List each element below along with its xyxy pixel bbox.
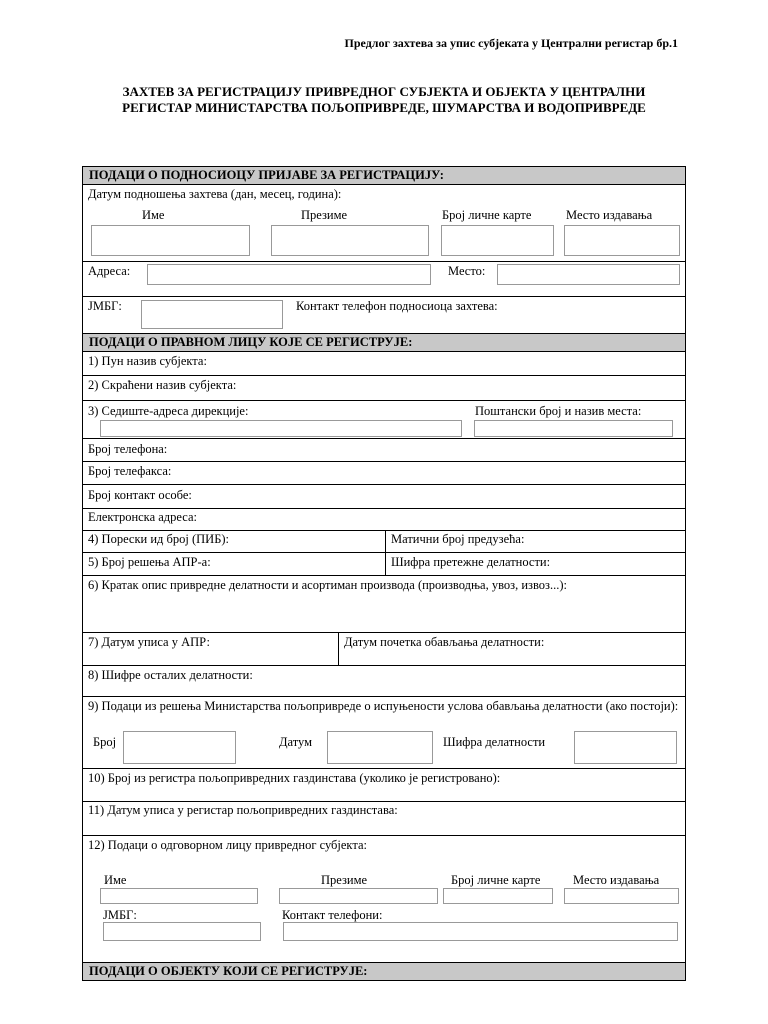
- other-codes-row[interactable]: [82, 665, 686, 697]
- name-label: Име: [142, 208, 165, 222]
- id-card-label: Број личне карте: [442, 208, 532, 222]
- postal-field[interactable]: [474, 420, 673, 437]
- place-field[interactable]: [497, 264, 680, 285]
- applicant-date-name-row: [82, 184, 686, 262]
- full-name-label: 1) Пун назив субјекта:: [88, 354, 207, 368]
- activity-code-label: Шифра претежне делатности:: [391, 555, 551, 569]
- responsible-name-field[interactable]: [100, 888, 258, 904]
- issue-place-label: Место издавања: [566, 208, 653, 222]
- description-row[interactable]: [82, 575, 686, 633]
- apr-date-row: [82, 632, 686, 666]
- ministry-date-field[interactable]: [327, 731, 433, 764]
- responsible-id-label: Број личне карте: [451, 873, 541, 887]
- document-reference: Предлог захтева за упис субјеката у Централни регистар бр.1: [344, 36, 678, 50]
- id-card-field[interactable]: [441, 225, 554, 256]
- pib-label: 4) Порески ид број (ПИБ):: [88, 532, 230, 546]
- section-object-title: ПОДАЦИ О ОБЈЕКТУ КОЈИ СЕ РЕГИСТРУЈЕ:: [89, 964, 368, 978]
- ministry-code-field[interactable]: [574, 731, 677, 764]
- apr-date-divider: [338, 633, 339, 665]
- farm-date-label: 11) Датум уписа у регистар пољопривредних газдинстава:: [88, 803, 398, 817]
- seat-field[interactable]: [100, 420, 462, 437]
- email-row[interactable]: [82, 508, 686, 531]
- ministry-number-field[interactable]: [123, 731, 236, 764]
- apr-row: [82, 552, 686, 576]
- title-line-2: РЕГИСТАР МИНИСТАРСТВА ПОЉОПРИВРЕДЕ, ШУМАРСТВА И ВОДОПРИВРЕДЕ: [122, 100, 646, 115]
- responsible-name-label: Име: [104, 873, 127, 887]
- responsible-phones-field[interactable]: [283, 922, 678, 941]
- address-label: Адреса:: [88, 264, 131, 278]
- applicant-address-row: [82, 261, 686, 297]
- pib-row: [82, 530, 686, 553]
- section-legal-entity-title: ПОДАЦИ О ПРАВНОМ ЛИЦУ КОЈЕ СЕ РЕГИСТРУЈЕ:: [89, 335, 413, 349]
- surname-label: Презиме: [301, 208, 348, 222]
- contact-label: Број контакт особе:: [88, 488, 192, 502]
- fax-label: Број телефакса:: [88, 464, 172, 478]
- responsible-jmbg-label: ЈМБГ:: [103, 908, 137, 922]
- short-name-row[interactable]: [82, 375, 686, 401]
- responsible-label: 12) Подаци о одговорном лицу привредног субјекта:: [88, 838, 367, 852]
- section-applicant: [82, 166, 686, 185]
- surname-field[interactable]: [271, 225, 429, 256]
- apr-date-label: 7) Датум уписа у АПР:: [88, 635, 211, 649]
- registration-form: [82, 166, 686, 981]
- responsible-id-field[interactable]: [443, 888, 553, 904]
- issue-place-field[interactable]: [564, 225, 680, 256]
- full-name-row[interactable]: [82, 351, 686, 376]
- ministry-date-label: Датум: [279, 735, 313, 749]
- applicant-phone-label: Контакт телефон подносиоца захтева:: [296, 299, 498, 313]
- contact-row[interactable]: [82, 484, 686, 509]
- applicant-jmbg-row: [82, 296, 686, 334]
- seat-row: [82, 400, 686, 439]
- document-title: [0, 84, 768, 116]
- section-applicant-title: ПОДАЦИ О ПОДНОСИОЦУ ПРИЈАВЕ ЗА РЕГИСТРАЦИЈУ:: [89, 168, 444, 182]
- seat-label: 3) Седиште-адреса дирекције:: [88, 404, 249, 418]
- farm-reg-row[interactable]: [82, 768, 686, 802]
- ministry-code-label: Шифра делатности: [443, 735, 546, 749]
- email-label: Електронска адреса:: [88, 510, 197, 524]
- short-name-label: 2) Скраћени назив субјекта:: [88, 378, 237, 392]
- fax-row[interactable]: [82, 461, 686, 485]
- farm-date-row[interactable]: [82, 801, 686, 836]
- phone-row[interactable]: [82, 438, 686, 462]
- responsible-jmbg-field[interactable]: [103, 922, 261, 941]
- postal-label: Поштански број и назив места:: [475, 404, 642, 418]
- jmbg-field[interactable]: [141, 300, 283, 329]
- place-label: Место:: [448, 264, 486, 278]
- entity-phone-label: Број телефона:: [88, 442, 168, 456]
- ministry-data-label: 9) Подаци из решења Министарства пољопривреде о испуњености услова обављања делатности (ако постоји):: [88, 699, 679, 713]
- responsible-surname-label: Презиме: [321, 873, 368, 887]
- description-label: 6) Кратак опис привредне делатности и асортиман производа (производња, увоз, извоз...):: [88, 578, 567, 592]
- submission-date-label: Датум подношења захтева (дан, месец, година):: [88, 187, 342, 201]
- ministry-row: [82, 696, 686, 769]
- farm-reg-label: 10) Број из регистра пољопривредних газдинстава (уколико је регистровано):: [88, 771, 501, 785]
- responsible-surname-field[interactable]: [279, 888, 438, 904]
- responsible-phones-label: Контакт телефони:: [282, 908, 383, 922]
- ministry-number-label: Број: [93, 735, 117, 749]
- section-legal-entity: [82, 333, 686, 352]
- apr-no-label: 5) Број решења АПР-а:: [88, 555, 211, 569]
- responsible-issue-field[interactable]: [564, 888, 679, 904]
- section-object: [82, 962, 686, 981]
- start-date-label: Датум почетка обављања делатности:: [344, 635, 545, 649]
- name-field[interactable]: [91, 225, 250, 256]
- apr-divider: [385, 553, 386, 575]
- responsible-row: [82, 835, 686, 963]
- pib-divider: [385, 531, 386, 552]
- address-field[interactable]: [147, 264, 431, 285]
- jmbg-label: ЈМБГ:: [88, 299, 122, 313]
- title-line-1: ЗАХТЕВ ЗА РЕГИСТРАЦИЈУ ПРИВРЕДНОГ СУБЈЕКТА И ОБЈЕКТА У ЦЕНТРАЛНИ: [122, 84, 646, 99]
- responsible-issue-label: Место издавања: [573, 873, 660, 887]
- reg-no-label: Матични број предузећа:: [391, 532, 525, 546]
- other-codes-label: 8) Шифре осталих делатности:: [88, 668, 253, 682]
